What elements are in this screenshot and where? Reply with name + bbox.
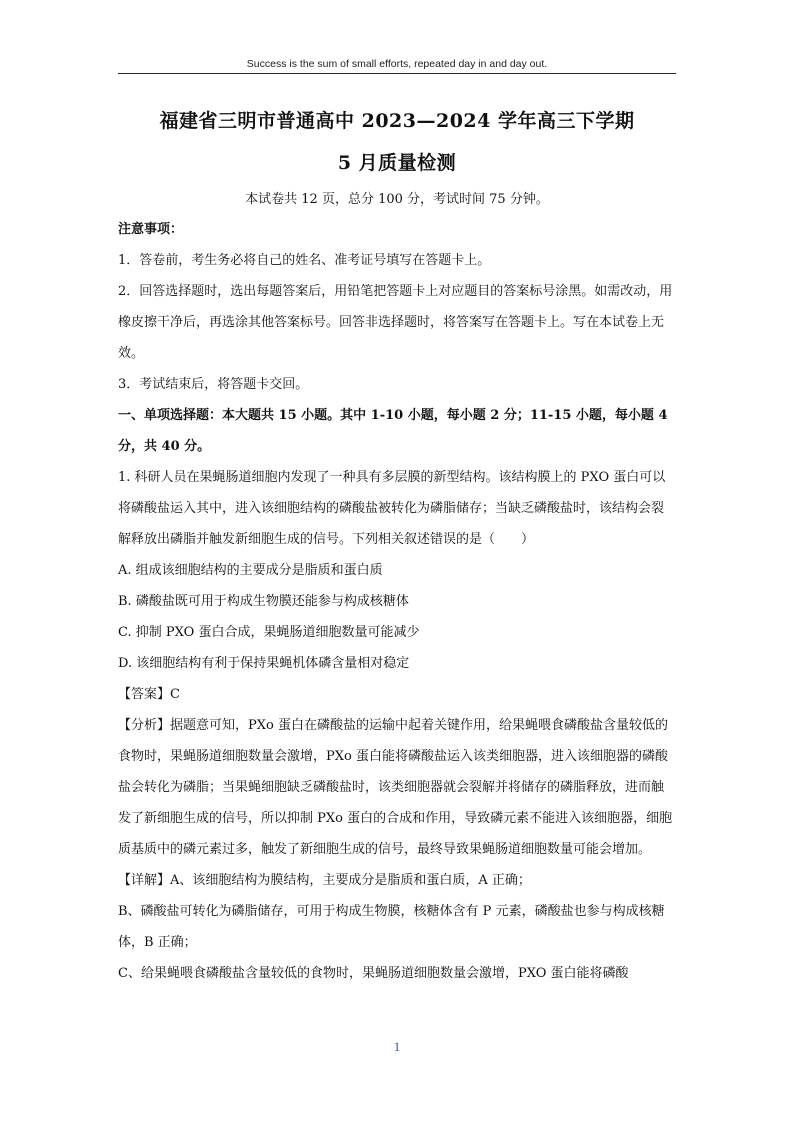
- answer-line: 【答案】C: [118, 687, 180, 702]
- document-body: [118, 214, 676, 989]
- section-heading: 一、单项选择题：本大题共 15 小题。其中 1-10 小题，每小题 2 分；11-15 小题，每小题 4 分，共 40 分。: [118, 408, 668, 454]
- detail-line: B、磷酸盐可转化为磷脂储存，可用于构成生物膜，核糖体含有 P 元素，磷酸盐也参与构成核糖体，B 正确；: [118, 904, 665, 950]
- note-item: 3．考试结束后，将答题卡交回。: [118, 377, 309, 392]
- option-a: A. 组成该细胞结构的主要成分是脂质和蛋白质: [118, 563, 383, 578]
- note-item: 2．回答选择题时，选出每题答案后，用铅笔把答题卡上对应题目的答案标号涂黑。如需改动，用橡皮擦干净后，再选涂其他答案标号。回答非选择题时，将答案写在答题卡上。写在本试卷上无效。: [118, 284, 673, 361]
- detail-line: [118, 865, 676, 896]
- analysis-text: 据题意可知，PXo 蛋白在磷酸盐的运输中起着关键作用，给果蝇喂食磷酸盐含量较低的食物时，果蝇肠道细胞数量会激增，PXo 蛋白能将磷酸盐运入该类细胞器，进入该细胞器的磷酸盐会转化为磷脂；当果蝇细胞缺乏磷酸盐时，该类细胞器就会裂解并将储存的磷脂释放，进而触发了新细胞生成的信号，所以抑制 PXo 蛋白的合成和作用，导致磷元素不能进入该细胞器，细胞质基质中的磷元素过多，触发了新细胞生成的信号，最终导致果蝇肠道细胞数量可能会增加。: [118, 718, 673, 857]
- analysis-label: 【分析】: [118, 718, 171, 733]
- note-item: 1．答卷前，考生务必将自己的姓名、准考证号填写在答题卡上。: [118, 253, 491, 268]
- header-motto: Success is the sum of small efforts, repeated day in and day out.: [246, 58, 548, 70]
- option-c: C. 抑制 PXO 蛋白合成，果蝇肠道细胞数量可能减少: [118, 625, 420, 640]
- option-d: D. 该细胞结构有利于保持果蝇机体磷含量相对稳定: [118, 656, 410, 671]
- document-title-line1: 福建省三明市普通高中 2023—2024 学年高三下学期: [159, 110, 635, 132]
- page-number: 1: [393, 1039, 401, 1054]
- option-b: B. 磷酸盐既可用于构成生物膜还能参与构成核糖体: [118, 594, 409, 609]
- exam-info: 本试卷共 12 页，总分 100 分，考试时间 75 分钟。: [245, 192, 549, 207]
- detail-line: C、给果蝇喂食磷酸盐含量较低的食物时，果蝇肠道细胞数量会激增，PXO 蛋白能将磷酸: [118, 966, 629, 981]
- analysis-paragraph: [118, 710, 676, 865]
- detail-label: 【详解】: [118, 873, 171, 888]
- detail-text: A、该细胞结构为膜结构，主要成分是脂质和蛋白质，A 正确；: [170, 873, 531, 888]
- document-title-line2: 5 月质量检测: [337, 152, 457, 174]
- question-stem: 1. 科研人员在果蝇肠道细胞内发现了一种具有多层膜的新型结构。该结构膜上的 PXO 蛋白可以将磷酸盐运入其中，进入该细胞结构的磷酸盐被转化为磷脂储存；当缺乏磷酸盐时，该结构会裂解释放出磷脂并触发新细胞生成的信号。下列相关叙述错误的是（ ）: [118, 470, 666, 547]
- notes-heading: 注意事项：: [118, 222, 184, 237]
- header-divider: [118, 73, 676, 74]
